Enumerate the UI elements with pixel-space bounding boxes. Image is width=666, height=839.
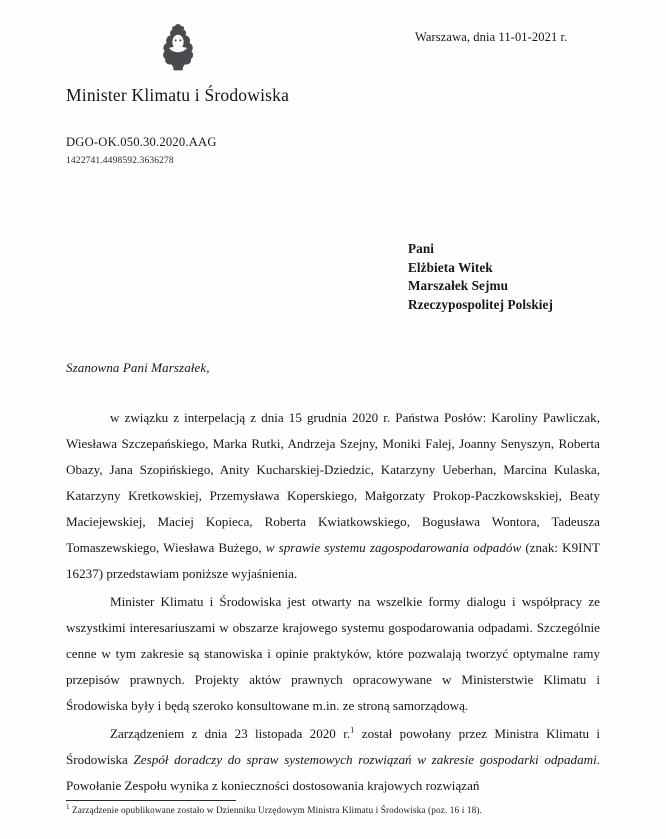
reference-block — [66, 135, 217, 166]
paragraph-3: Zarządzeniem z dnia 23 listopada 2020 r.$^1$ został powołany przez Ministra Klimatu i Środowiska Zespół doradczy do spraw systemowych rozwiązań w zakresie gospodarki odpadami. Powołanie Zespołu wynika z konieczności dostosowania krajowych rozwiązań — [66, 724, 600, 793]
ministry-title: Minister Klimatu i Środowiska — [66, 85, 290, 105]
polish-eagle-emblem-icon — [155, 22, 201, 74]
paragraph-1: w związku z interpelacją z dnia 15 grudnia 2020 r. Państwa Posłów: Karoliny Pawliczak, Wiesława Szczepańskiego, Marka Rutki, Andrzeja Szejny, Moniki Falej, Joanny Senyszyn, Roberta Obazy, Jana Szopińskiego, Anity Kucharskiej-Dziedzic, Katarzyny Ueberhan, Marcina Kulaska, Katarzyny Kretkowskiej, Przemysława Koperskiego, Małgorzaty Prokop-Paczkowskskiej, Beaty Maciejewskiej, Maciej Kopieca, Roberta Kwiatkowskiego, Bogusława Wontora, Tadeusza Tomaszewskiego, Wiesława Bużego, w sprawie systemu zagospodarowania odpadów (znak: K9INT 16237) przedstawiam poniższe wyjaśnienia. — [66, 410, 600, 581]
addressee-line-2: Elżbieta Witek — [408, 259, 493, 275]
footnote-separator — [66, 800, 236, 801]
paragraph-2: Minister Klimatu i Środowiska jest otwarty na wszelkie formy dialogu i współpracy ze wszystkimi interesariuszami w obszarze krajowego systemu gospodarowania odpadami. Szczególnie cenne w tym zakresie są stanowiska i opinie praktyków, które pozwalają tworzyć optymalne ramy przepisów prawnych. Projekty aktów prawnych opracowywane w Ministerstwie Klimatu i Środowiska były i będą szeroko konsultowane m.in. ze stroną samorządową. — [66, 594, 600, 713]
reference-hash: 1422741.4498592.3636278 — [66, 155, 174, 166]
addressee-line-4: Rzeczypospolitej Polskiej — [408, 296, 553, 312]
footnote-text: Zarządzenie opublikowane zostało w Dzienniku Urzędowym Ministra Klimatu i Środowiska (poz. 16 i 18). — [69, 806, 482, 816]
reference-number: DGO-OK.050.30.2020.AAG — [66, 135, 217, 149]
date-line: Warszawa, dnia 11-01-2021 r. — [415, 30, 568, 44]
salutation: Szanowna Pani Marszałek, — [66, 360, 210, 375]
addressee-line-1: Pani — [408, 241, 435, 256]
footnote — [66, 802, 606, 816]
footnote-marker: 1 — [66, 802, 70, 811]
letter-header — [0, 0, 666, 130]
addressee-block — [408, 240, 553, 314]
letter-body — [66, 405, 600, 799]
addressee-line-3: Marszałek Sejmu — [408, 278, 509, 293]
